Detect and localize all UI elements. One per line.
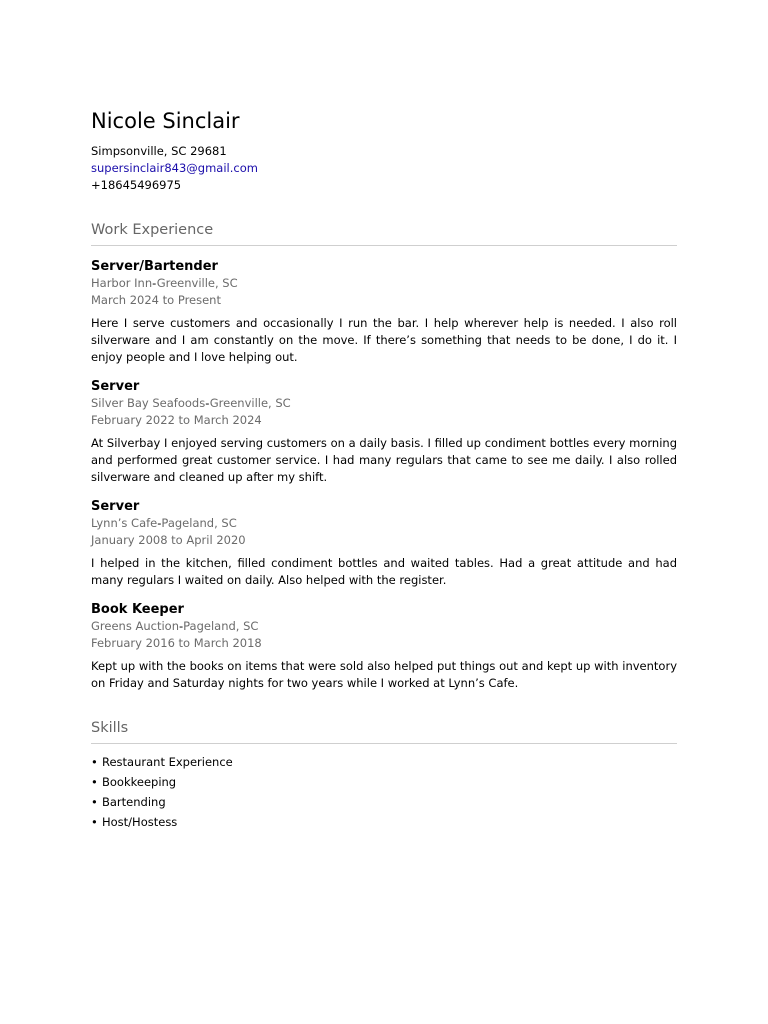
work-experience-heading: Work Experience bbox=[91, 221, 677, 246]
job-separator: - bbox=[205, 396, 210, 410]
skill-label: Bartending bbox=[102, 795, 166, 809]
work-experience-section bbox=[91, 221, 677, 692]
list-item bbox=[91, 792, 677, 812]
job-description: I helped in the kitchen, filled condiment bottles and waited tables. Had a great attitude and had many regulars I waited on daily. Also helped with the register. bbox=[91, 556, 677, 587]
candidate-phone: +18645496975 bbox=[91, 178, 182, 192]
job-dates: January 2008 to April 2020 bbox=[91, 533, 246, 547]
skill-label: Bookkeeping bbox=[102, 775, 177, 789]
skill-label: Restaurant Experience bbox=[102, 755, 233, 769]
bullet-icon: • bbox=[91, 795, 98, 809]
job-employer-location bbox=[91, 275, 677, 292]
skills-list bbox=[91, 752, 677, 832]
job-separator: - bbox=[157, 516, 162, 530]
job-separator: - bbox=[152, 276, 157, 290]
job-description: At Silverbay I enjoyed serving customers on a daily basis. I filled up condiment bottles every morning and performed great customer service. I had many regulars that came to see me daily. I also rolled silverware and cleaned up after my shift. bbox=[91, 436, 677, 484]
job-employer: Lynn’s Cafe bbox=[91, 516, 158, 530]
job-entry bbox=[91, 601, 677, 692]
skills-heading: Skills bbox=[91, 719, 677, 744]
candidate-email-link[interactable]: supersinclair843@gmail.com bbox=[91, 161, 258, 175]
job-dates: February 2016 to March 2018 bbox=[91, 636, 262, 650]
job-employer: Greens Auction bbox=[91, 619, 179, 633]
job-dates: February 2022 to March 2024 bbox=[91, 413, 262, 427]
candidate-email-line bbox=[91, 160, 677, 177]
job-location: Greenville, SC bbox=[209, 396, 291, 410]
job-employer-location bbox=[91, 515, 677, 532]
job-title: Server bbox=[91, 499, 140, 514]
job-dates: March 2024 to Present bbox=[91, 293, 221, 307]
job-location: Pageland, SC bbox=[183, 619, 259, 633]
job-employer: Silver Bay Seafoods bbox=[91, 396, 206, 410]
job-entry bbox=[91, 258, 677, 366]
job-employer: Harbor Inn bbox=[91, 276, 153, 290]
job-employer-location bbox=[91, 618, 677, 635]
bullet-icon: • bbox=[91, 755, 98, 769]
job-description: Here I serve customers and occasionally I run the bar. I help wherever help is needed. I also roll silverware and I am constantly on the move. If there’s something that needs to be done, I do it. I enjoy people and I love helping out. bbox=[91, 316, 677, 364]
skills-section bbox=[91, 719, 677, 832]
job-separator: - bbox=[178, 619, 184, 633]
candidate-location: Simpsonville, SC 29681 bbox=[91, 144, 227, 158]
job-entry bbox=[91, 498, 677, 589]
resume-header bbox=[91, 108, 677, 194]
job-title: Server bbox=[91, 379, 140, 394]
skill-label: Host/Hostess bbox=[102, 815, 178, 829]
job-title: Server/Bartender bbox=[91, 259, 218, 274]
job-location: Pageland, SC bbox=[161, 516, 237, 530]
job-location: Greenville, SC bbox=[156, 276, 238, 290]
job-title: Book Keeper bbox=[91, 602, 184, 617]
job-description: Kept up with the books on items that were sold also helped put things out and kept up with inventory on Friday and Saturday nights for two years while I worked at Lynn’s Cafe. bbox=[91, 659, 677, 690]
list-item bbox=[91, 812, 677, 832]
candidate-name: Nicole Sinclair bbox=[91, 109, 240, 133]
bullet-icon: • bbox=[91, 775, 98, 789]
job-entry bbox=[91, 378, 677, 486]
job-employer-location bbox=[91, 395, 677, 412]
list-item bbox=[91, 772, 677, 792]
list-item bbox=[91, 752, 677, 772]
bullet-icon: • bbox=[91, 815, 98, 829]
